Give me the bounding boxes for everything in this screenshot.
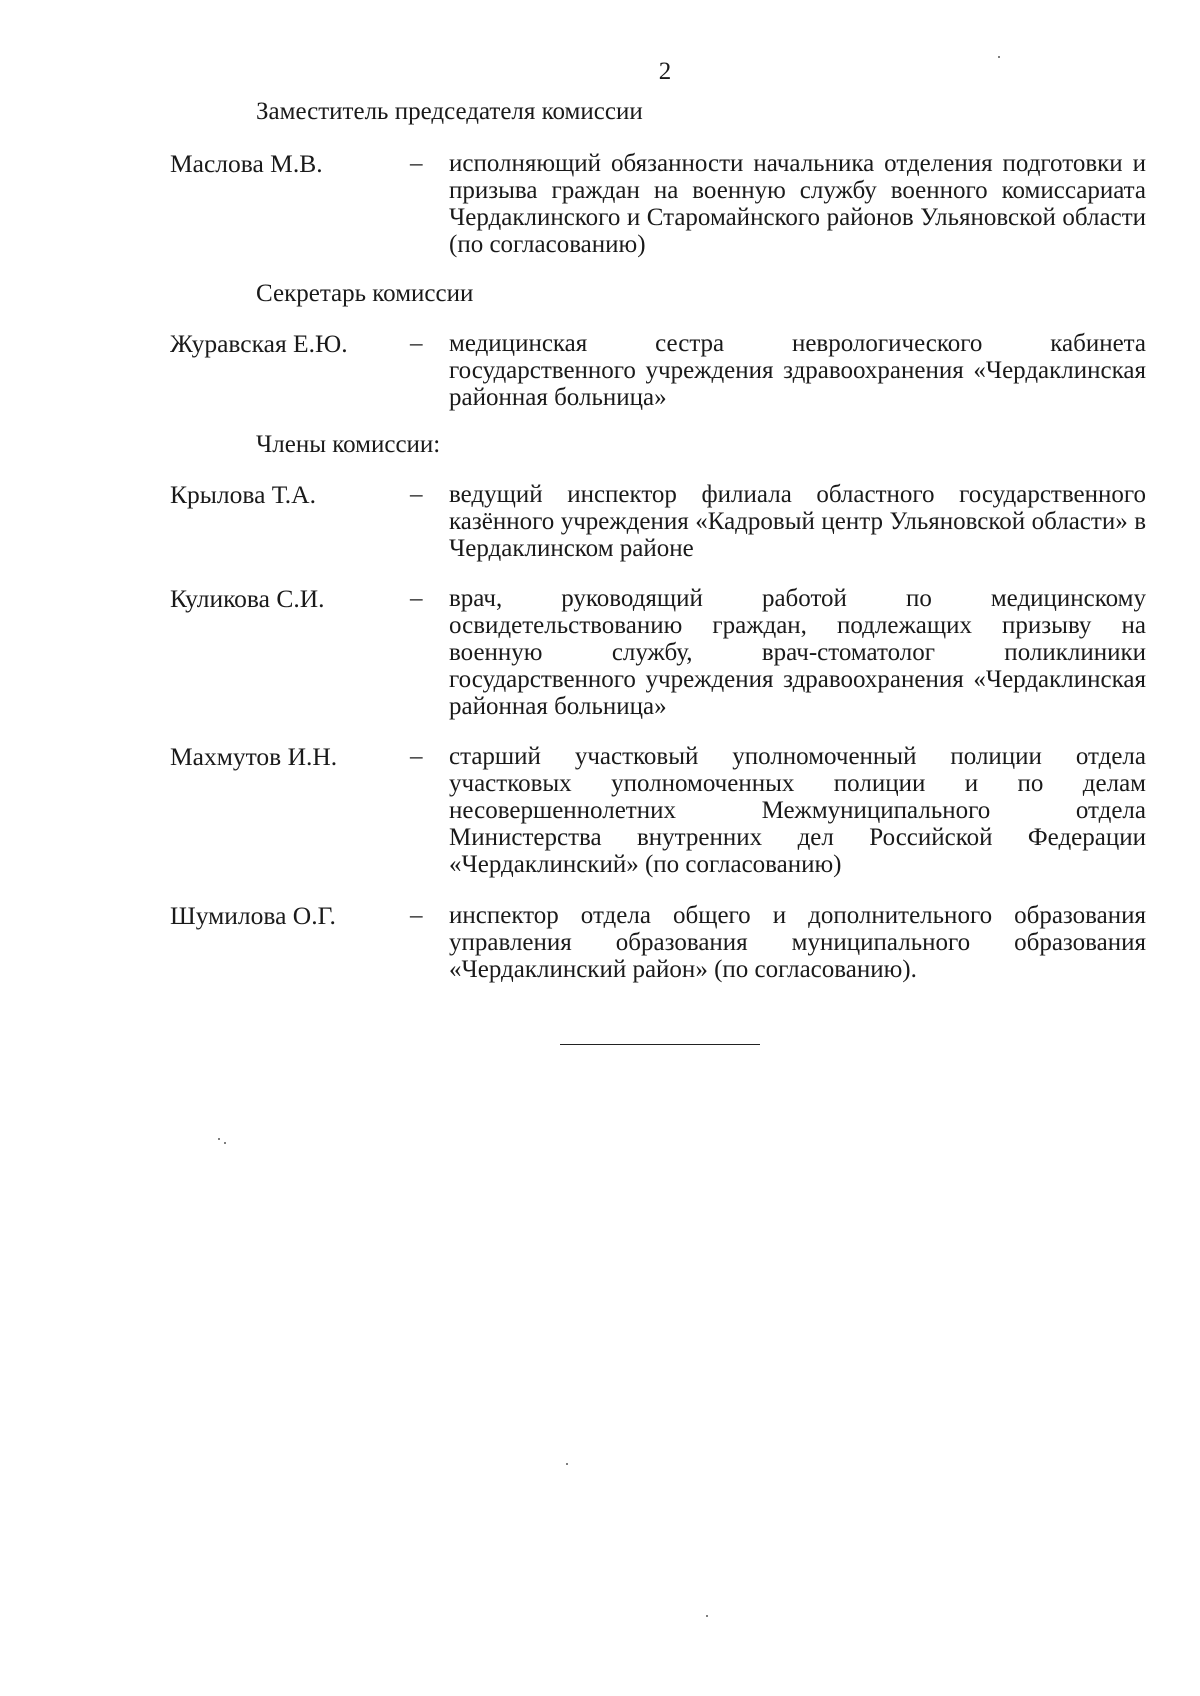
page-number: 2 bbox=[658, 58, 672, 85]
member-name: Шумилова О.Г. bbox=[170, 901, 336, 930]
member-dash: – bbox=[410, 902, 423, 929]
member-name: Журавская Е.Ю. bbox=[170, 329, 348, 358]
member-description: исполняющий обязанности начальника отделения подготовки и призыва граждан на военную службу военного комиссариата Чердаклинского и Старомайнского районов Ульяновской области (по согласованию) bbox=[449, 150, 1146, 258]
member-name: Махмутов И.Н. bbox=[170, 742, 338, 771]
scan-speck bbox=[218, 1138, 220, 1140]
heading-deputy-chair: Заместитель председателя комиссии bbox=[256, 98, 643, 125]
member-dash: – bbox=[410, 330, 423, 357]
member-dash: – bbox=[410, 481, 423, 508]
member-description: старший участковый уполномоченный полиции отдела участковых уполномоченных полиции и по делам несовершеннолетних Межмуниципального отдела Министерства внутренних дел Российской Федерации «Чердаклинский» (по согласованию) bbox=[449, 743, 1146, 878]
member-dash: – bbox=[410, 150, 423, 177]
member-name: Маслова М.В. bbox=[170, 149, 323, 178]
member-description: инспектор отдела общего и дополнительного образования управления образования муниципального образования «Чердаклинский район» (по согласованию). bbox=[449, 902, 1146, 983]
closing-rule bbox=[560, 1044, 760, 1045]
member-name: Крылова Т.А. bbox=[170, 480, 316, 509]
scan-speck bbox=[706, 1615, 708, 1617]
heading-members: Члены комиссии: bbox=[256, 431, 441, 458]
heading-secretary: Секретарь комиссии bbox=[256, 280, 474, 307]
member-dash: – bbox=[410, 585, 423, 612]
member-dash: – bbox=[410, 743, 423, 770]
member-description: медицинская сестра неврологического кабинета государственного учреждения здравоохранения «Чердаклинская районная больница» bbox=[449, 330, 1146, 411]
member-description: ведущий инспектор филиала областного государственного казённого учреждения «Кадровый центр Ульяновской области» в Чердаклинском районе bbox=[449, 481, 1146, 562]
member-description: врач, руководящий работой по медицинскому освидетельствованию граждан, подлежащих призыву на военную службу, врач-стоматолог поликлиники государственного учреждения здравоохранения «Чердаклинская районная больница» bbox=[449, 585, 1146, 720]
member-name: Куликова С.И. bbox=[170, 584, 325, 613]
scan-speck bbox=[224, 1142, 226, 1144]
scan-speck bbox=[998, 56, 1000, 58]
scan-speck bbox=[566, 1463, 568, 1465]
